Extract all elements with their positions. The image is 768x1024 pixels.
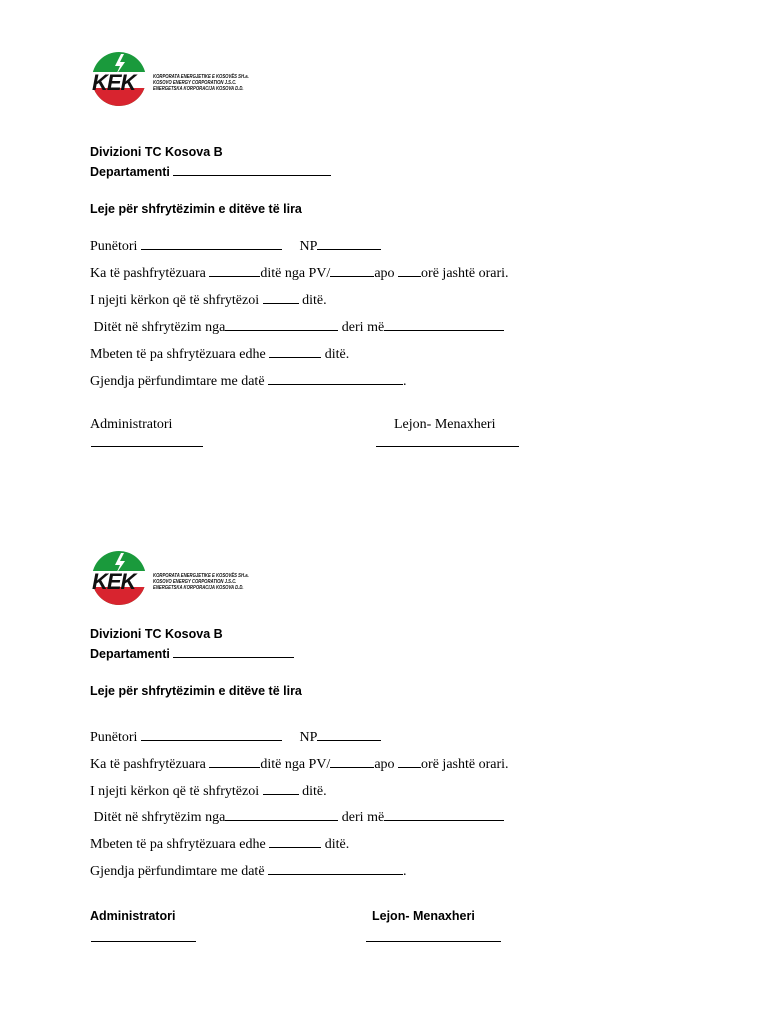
final-date-field[interactable] xyxy=(268,863,403,875)
unused-days-row xyxy=(90,756,509,773)
employee-label: Punëtori xyxy=(90,730,138,745)
administrator-signature-line[interactable] xyxy=(91,941,196,942)
to-date-field[interactable] xyxy=(384,319,504,331)
unused-days-row xyxy=(90,265,509,282)
or-label: apo xyxy=(374,266,395,281)
remaining-days-suffix: ditë. xyxy=(321,837,350,852)
overtime-label: orë jashtë orari. xyxy=(421,757,509,772)
department-label: Departamenti xyxy=(90,647,170,661)
date-range-row xyxy=(90,319,504,336)
or-label: apo xyxy=(374,757,395,772)
final-date-field[interactable] xyxy=(268,373,403,385)
to-label: deri më xyxy=(338,810,385,825)
days-label: ditë. xyxy=(302,293,327,308)
manager-label: Lejon- Menaxheri xyxy=(394,417,496,432)
employee-field[interactable] xyxy=(141,238,282,250)
hours-field[interactable] xyxy=(398,265,421,277)
requested-days-label: I njejti kërkon që të shfrytëzoi xyxy=(90,293,260,308)
remaining-days-field[interactable] xyxy=(269,836,321,848)
from-date-field[interactable] xyxy=(225,809,338,821)
form-title: Leje për shfrytëzimin e ditëve të lira xyxy=(90,684,302,698)
final-status-label: Gjendja përfundimtare me datë xyxy=(90,864,265,879)
requested-days-row xyxy=(90,292,327,309)
administrator-signature-line[interactable] xyxy=(91,446,203,447)
from-label: Ditët në shfrytëzim nga xyxy=(90,810,226,825)
department-field[interactable] xyxy=(173,646,294,658)
company-line-1: KORPORATA ENERGJETIKE E KOSOVËS SH.a. xyxy=(153,573,249,579)
pv-label: ditë nga PV/ xyxy=(260,757,331,772)
unused-days-label: Ka të pashfrytëzuara xyxy=(90,266,206,281)
unused-days-field[interactable] xyxy=(209,265,260,277)
company-line-3: ENERGETSKA KORPORACIJA KOSOVA D.D. xyxy=(153,585,244,591)
remaining-label: Mbeten të pa shfrytëzuara edhe xyxy=(90,837,266,852)
date-range-row xyxy=(90,809,504,826)
logo-text: KEK xyxy=(92,70,136,95)
hours-field[interactable] xyxy=(398,756,421,768)
administrator-label: Administratori xyxy=(90,909,176,923)
department-label: Departamenti xyxy=(90,165,170,179)
pv-field[interactable] xyxy=(330,265,374,277)
form-title: Leje për shfrytëzimin e ditëve të lira xyxy=(90,202,302,216)
remaining-label: Mbeten të pa shfrytëzuara edhe xyxy=(90,347,266,362)
company-line-3: ENERGETSKA KORPORACIJA KOSOVA D.D. xyxy=(153,86,244,92)
pv-label: ditë nga PV/ xyxy=(260,266,331,281)
final-period: . xyxy=(403,374,407,389)
to-date-field[interactable] xyxy=(384,809,504,821)
division-name: Divizioni TC Kosova B xyxy=(90,627,223,641)
company-line-1: KORPORATA ENERGJETIKE E KOSOVËS SH.a. xyxy=(153,74,249,80)
division-name: Divizioni TC Kosova B xyxy=(90,145,223,159)
employee-row xyxy=(90,729,381,746)
to-label: deri më xyxy=(338,320,385,335)
company-name xyxy=(153,573,249,591)
requested-days-field[interactable] xyxy=(263,783,299,795)
requested-days-row xyxy=(90,783,327,800)
logo-text: KEK xyxy=(92,569,136,594)
remaining-days-row xyxy=(90,346,349,363)
company-line-2: KOSOVO ENERGY CORPORATION J.S.C. xyxy=(153,579,237,585)
days-label: ditë. xyxy=(302,784,327,799)
np-field[interactable] xyxy=(317,729,381,741)
employee-label: Punëtori xyxy=(90,239,138,254)
company-name xyxy=(153,74,249,92)
requested-days-field[interactable] xyxy=(263,292,299,304)
employee-field[interactable] xyxy=(141,729,282,741)
np-label: NP xyxy=(299,239,318,254)
manager-label: Lejon- Menaxheri xyxy=(372,909,475,923)
pv-field[interactable] xyxy=(330,756,374,768)
manager-signature-line[interactable] xyxy=(376,446,519,447)
department-field[interactable] xyxy=(173,164,331,176)
department-row xyxy=(90,646,294,661)
kek-logo xyxy=(91,549,249,607)
company-line-2: KOSOVO ENERGY CORPORATION J.S.C. xyxy=(153,80,237,86)
manager-signature-line[interactable] xyxy=(366,941,501,942)
overtime-label: orë jashtë orari. xyxy=(421,266,509,281)
remaining-days-suffix: ditë. xyxy=(321,347,350,362)
unused-days-label: Ka të pashfrytëzuara xyxy=(90,757,206,772)
np-field[interactable] xyxy=(317,238,381,250)
remaining-days-row xyxy=(90,836,349,853)
requested-days-label: I njejti kërkon që të shfrytëzoi xyxy=(90,784,260,799)
department-row xyxy=(90,164,331,179)
from-date-field[interactable] xyxy=(225,319,338,331)
final-status-row xyxy=(90,373,407,390)
final-status-row xyxy=(90,863,407,880)
remaining-days-field[interactable] xyxy=(269,346,321,358)
administrator-label: Administratori xyxy=(90,417,173,432)
np-label: NP xyxy=(299,730,318,745)
kek-logo xyxy=(91,50,249,108)
final-status-label: Gjendja përfundimtare me datë xyxy=(90,374,265,389)
employee-row xyxy=(90,238,381,255)
from-label: Ditët në shfrytëzim nga xyxy=(90,320,226,335)
unused-days-field[interactable] xyxy=(209,756,260,768)
final-period: . xyxy=(403,864,407,879)
